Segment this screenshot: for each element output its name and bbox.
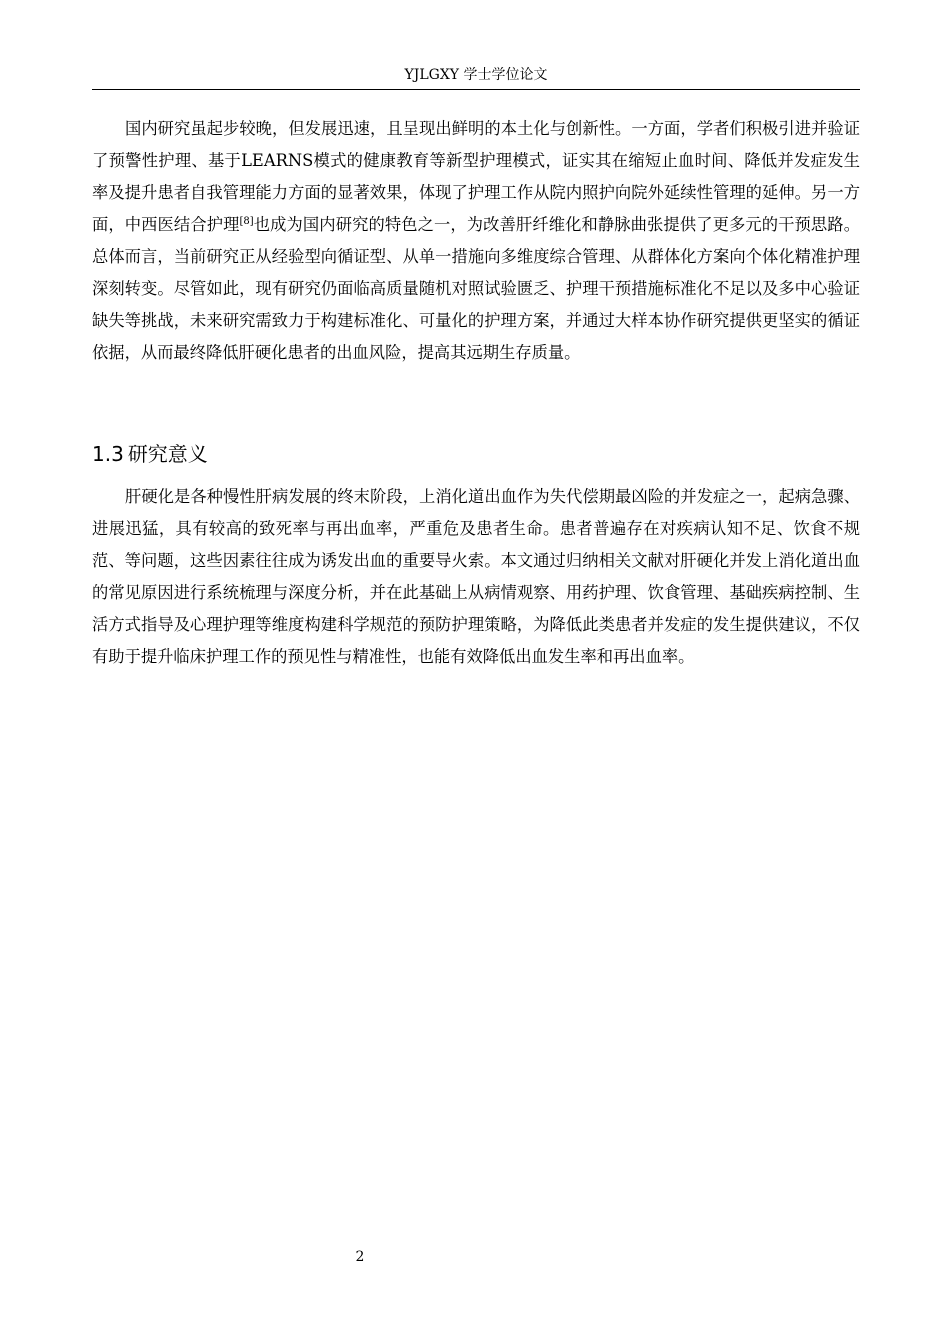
header-rule [92,89,860,90]
paragraph-text: 国内研究虽起步较晚，但发展迅速，且呈现出鲜明的本土化与创新性。一方面，学者们积极引进并验证了预警性护理、基于LEARNS模式的健康教育等新型护理模式，证实其在缩短止血时间、降低并发症发生率及提升患者自我管理能力方面的显著效果，体现了护理工作从院内照护向院外延续性管理的延伸。另一方面，中西医结合护理 [92,119,860,234]
section-number: 1.3 [92,442,124,466]
paragraph-domestic-research [92,113,860,369]
page-number: 2 [355,1249,365,1265]
section-heading [92,440,208,468]
running-header: YJLGXY 学士学位论文 [404,67,548,83]
section-title: 研究意义 [127,442,208,466]
paragraph-text: 也成为国内研究的特色之一，为改善肝纤维化和静脉曲张提供了更多元的干预思路。总体而言，当前研究正从经验型向循证型、从单一措施向多维度综合管理、从群体化方案向个体化精准护理深刻转变。尽管如此，现有研究仍面临高质量随机对照试验匮乏、护理干预措施标准化不足以及多中心验证缺失等挑战，未来研究需致力于构建标准化、可量化的护理方案，并通过大样本协作研究提供更坚实的循证依据，从而最终降低肝硬化患者的出血风险，提高其远期生存质量。 [92,215,860,362]
paragraph-research-significance: 肝硬化是各种慢性肝病发展的终末阶段，上消化道出血作为失代偿期最凶险的并发症之一，起病急骤、进展迅猛，具有较高的致死率与再出血率，严重危及患者生命。患者普遍存在对疾病认知不足、饮食不规范、等问题，这些因素往往成为诱发出血的重要导火索。本文通过归纳相关文献对肝硬化并发上消化道出血的常见原因进行系统梳理与深度分析，并在此基础上从病情观察、用药护理、饮食管理、基础疾病控制、生活方式指导及心理护理等维度构建科学规范的预防护理策略，为降低此类患者并发症的发生提供建议，不仅有助于提升临床护理工作的预见性与精准性，也能有效降低出血发生率和再出血率。 [92,487,860,666]
citation-reference[interactable]: [8] [239,216,254,227]
